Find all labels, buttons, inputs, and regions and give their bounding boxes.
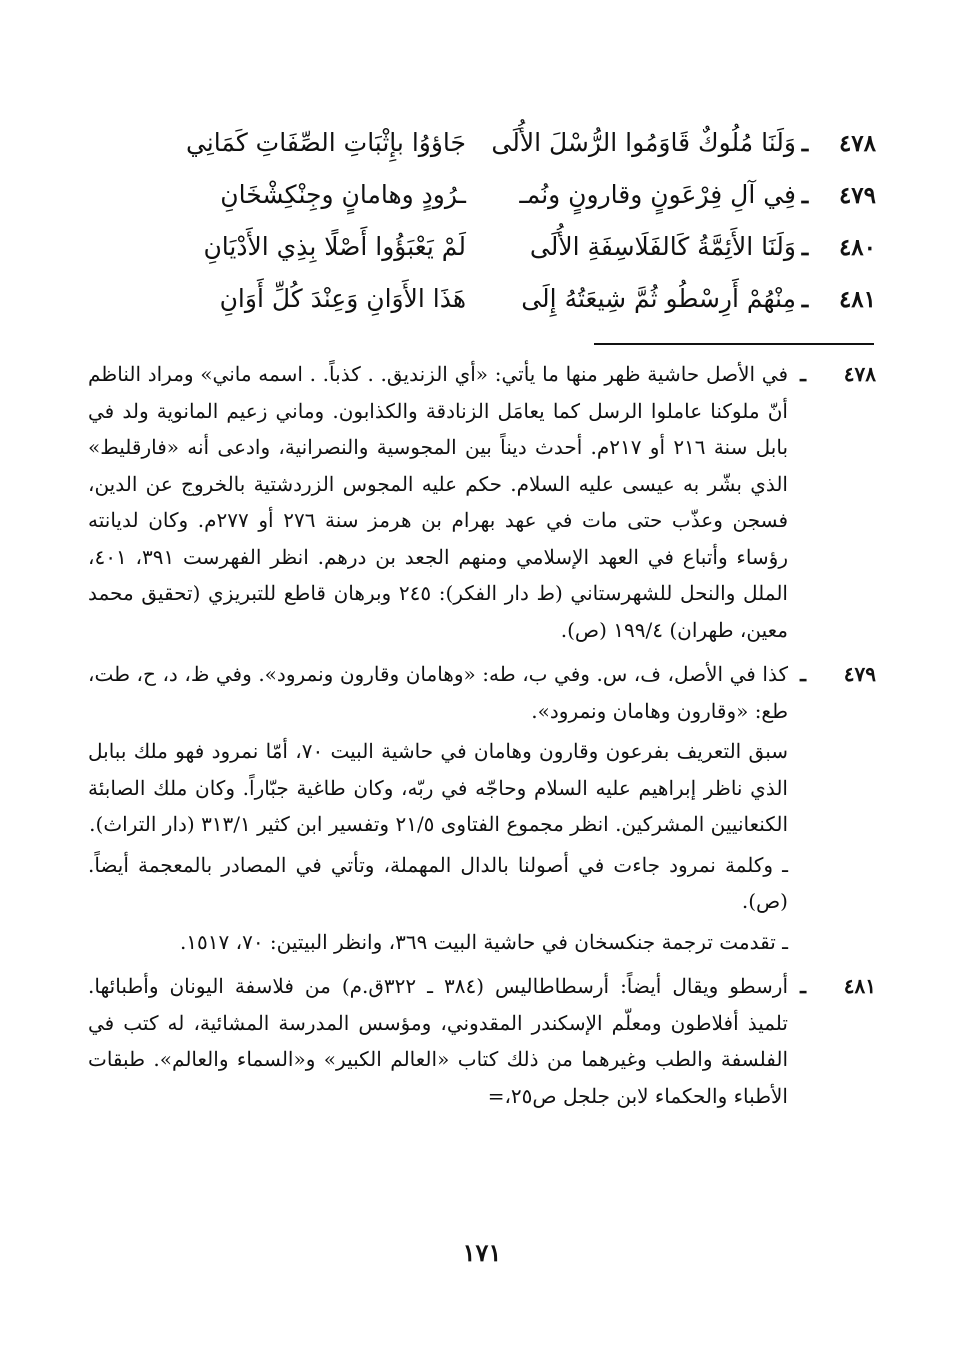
verse-dash: ـ [801, 131, 809, 157]
footnote-body [88, 356, 788, 652]
verse-second-hemistich: ـرُودٍ وهامانٍ وجِنْكِشْخَانِ [220, 180, 466, 209]
verse-first-hemistich: مِنْهُمْ أَرِسْطُو ثُمَّ شِيعَتُهُ إِلَى [521, 284, 796, 313]
footnote-dash: ـ [800, 662, 806, 686]
footnote [88, 356, 876, 652]
footnote-number: ٤٧٨ [843, 362, 876, 386]
footnote-body [88, 968, 788, 1118]
footnote-number: ٤٧٩ [843, 662, 876, 686]
verse-number: ٤٧٩ [838, 182, 876, 209]
verse-number: ٤٧٨ [838, 130, 876, 157]
footnotes [88, 356, 876, 1122]
footnote-paragraph: سبق التعريف بفرعون وقارون وهامان في حاشية البيت ٧٠، أمّا نمرود فهو ملك ببابل الذي ناظر إبراهيم عليه السلام وحاجّه في ربّه، وكان طاغية جبّاراً. وكان ملك الصابئة الكنعانيين المشركين. انظر مجموع الفتاوى ٢١/٥ وتفسير ابن كثير ٣١٣/١ (دار التراث). [88, 739, 788, 836]
verse-line [88, 128, 876, 180]
footnote-paragraph: ـ تقدمت ترجمة جنكسخان في حاشية البيت ٣٦٩، وانظر البيتين: ٧٠، ١٥١٧. [179, 929, 788, 954]
verse-second-hemistich: لَمْ يَعْبَؤُوا أَصْلًا بِذِي الأَدْيَانِ [203, 232, 466, 261]
verse-second-hemistich: هَذَا الأَوَانِ وَعِنْدَ كُلِّ أَوَانِ [219, 284, 466, 313]
footnote [88, 656, 876, 964]
verse-dash: ـ [801, 287, 809, 313]
verse-second-hemistich: جَاؤوُا بإِثْبَاتِ الصِّفَاتِ كَمَانِي [185, 128, 466, 157]
footnote-body [88, 656, 788, 964]
footnote-paragraph: ـ وكلمة نمرود جاءت في أصولنا بالدال المهملة، وتأتي في المصادر بالمعجمة أيضاً. (ص). [88, 852, 788, 913]
footnote-paragraph: في الأصل حاشية ظهر منها ما يأتي: «أي الزنديق. . كذباً. . اسمه ماني» ومراد الناظم أنّ ملوكنا عاملوا الرسل كما يعامَل الزنادقة والكذابون. وماني زعيم المانوية ولد في بابل سنة ٢١٦ أو ٢١٧م. أحدث ديناً بين المجوسية والنصرانية، وادعى أنه «فارقليط» الذي بشّر به عيسى عليه السلام. حكم عليه المجوس الزردشتية بالخروج عن الدين، فسجن وعذّب حتى مات في عهد بهرام بن هرمز سنة ٢٧٦ أو ٢٧٧م. وكان لديانته رؤساء وأتباع في العهد الإسلامي ومنهم الجعد بن درهم. انظر الفهرست ٣٩١، ٤٠١، الملل والنحل للشهرستاني (ط دار الفكر): ٢٤٥ وبرهان قاطع للتبريزي (تحقيق محمد معين، طهران) ١٩٩/٤ (ص). [88, 362, 789, 642]
footnote-separator [594, 343, 874, 345]
verse-dash: ـ [801, 183, 809, 209]
verse-line [88, 180, 876, 232]
footnote-number: ٤٨١ [843, 974, 876, 998]
verse-line [88, 232, 876, 284]
footnote-dash: ـ [800, 974, 806, 998]
verse-dash: ـ [801, 235, 809, 261]
footnote-paragraph: كذا في الأصل، ف، س. وفي ب، طه: «وهامان وقارون ونمرود». وفي ظ، د، ح، طت، طع: «وقارون وهامان ونمرود». [88, 662, 788, 723]
verse-first-hemistich: وَلَنَا الأَئِمَّةُ كَالفَلَاسِفَةِ الأُلَى [529, 232, 796, 261]
poem-verses [88, 128, 876, 336]
verse-number: ٤٨١ [838, 286, 876, 313]
verse-line [88, 284, 876, 336]
footnote-dash: ـ [800, 362, 806, 386]
footnote [88, 968, 876, 1118]
page-number: ١٧١ [462, 1238, 502, 1267]
footnote-paragraph: أرسطو ويقال أيضاً: أرسطاطاليس (٣٨٤ ـ ٣٢٢ق.م) من فلاسفة اليونان وأطبائها. تلميذ أفلاطون ومعلّم الإسكندر المقدوني، ومؤسس المدرسة المشائية، له كتب في الفلسفة والطب وغيرهما من ذلك كتاب «العالم الكبير» و«السماء والعالم». طبقات الأطباء والحكماء لابن جلجل ص٢٥،= [88, 974, 789, 1108]
verse-number: ٤٨٠ [838, 234, 876, 261]
verse-first-hemistich: فِي آلِ فِرْعَونٍ وقارونٍ ونُمـ [519, 180, 796, 209]
verse-first-hemistich: وَلَنَا مُلُوكٌ قَاوَمُوا الرُّسْلَ الأُلَى [491, 128, 796, 157]
